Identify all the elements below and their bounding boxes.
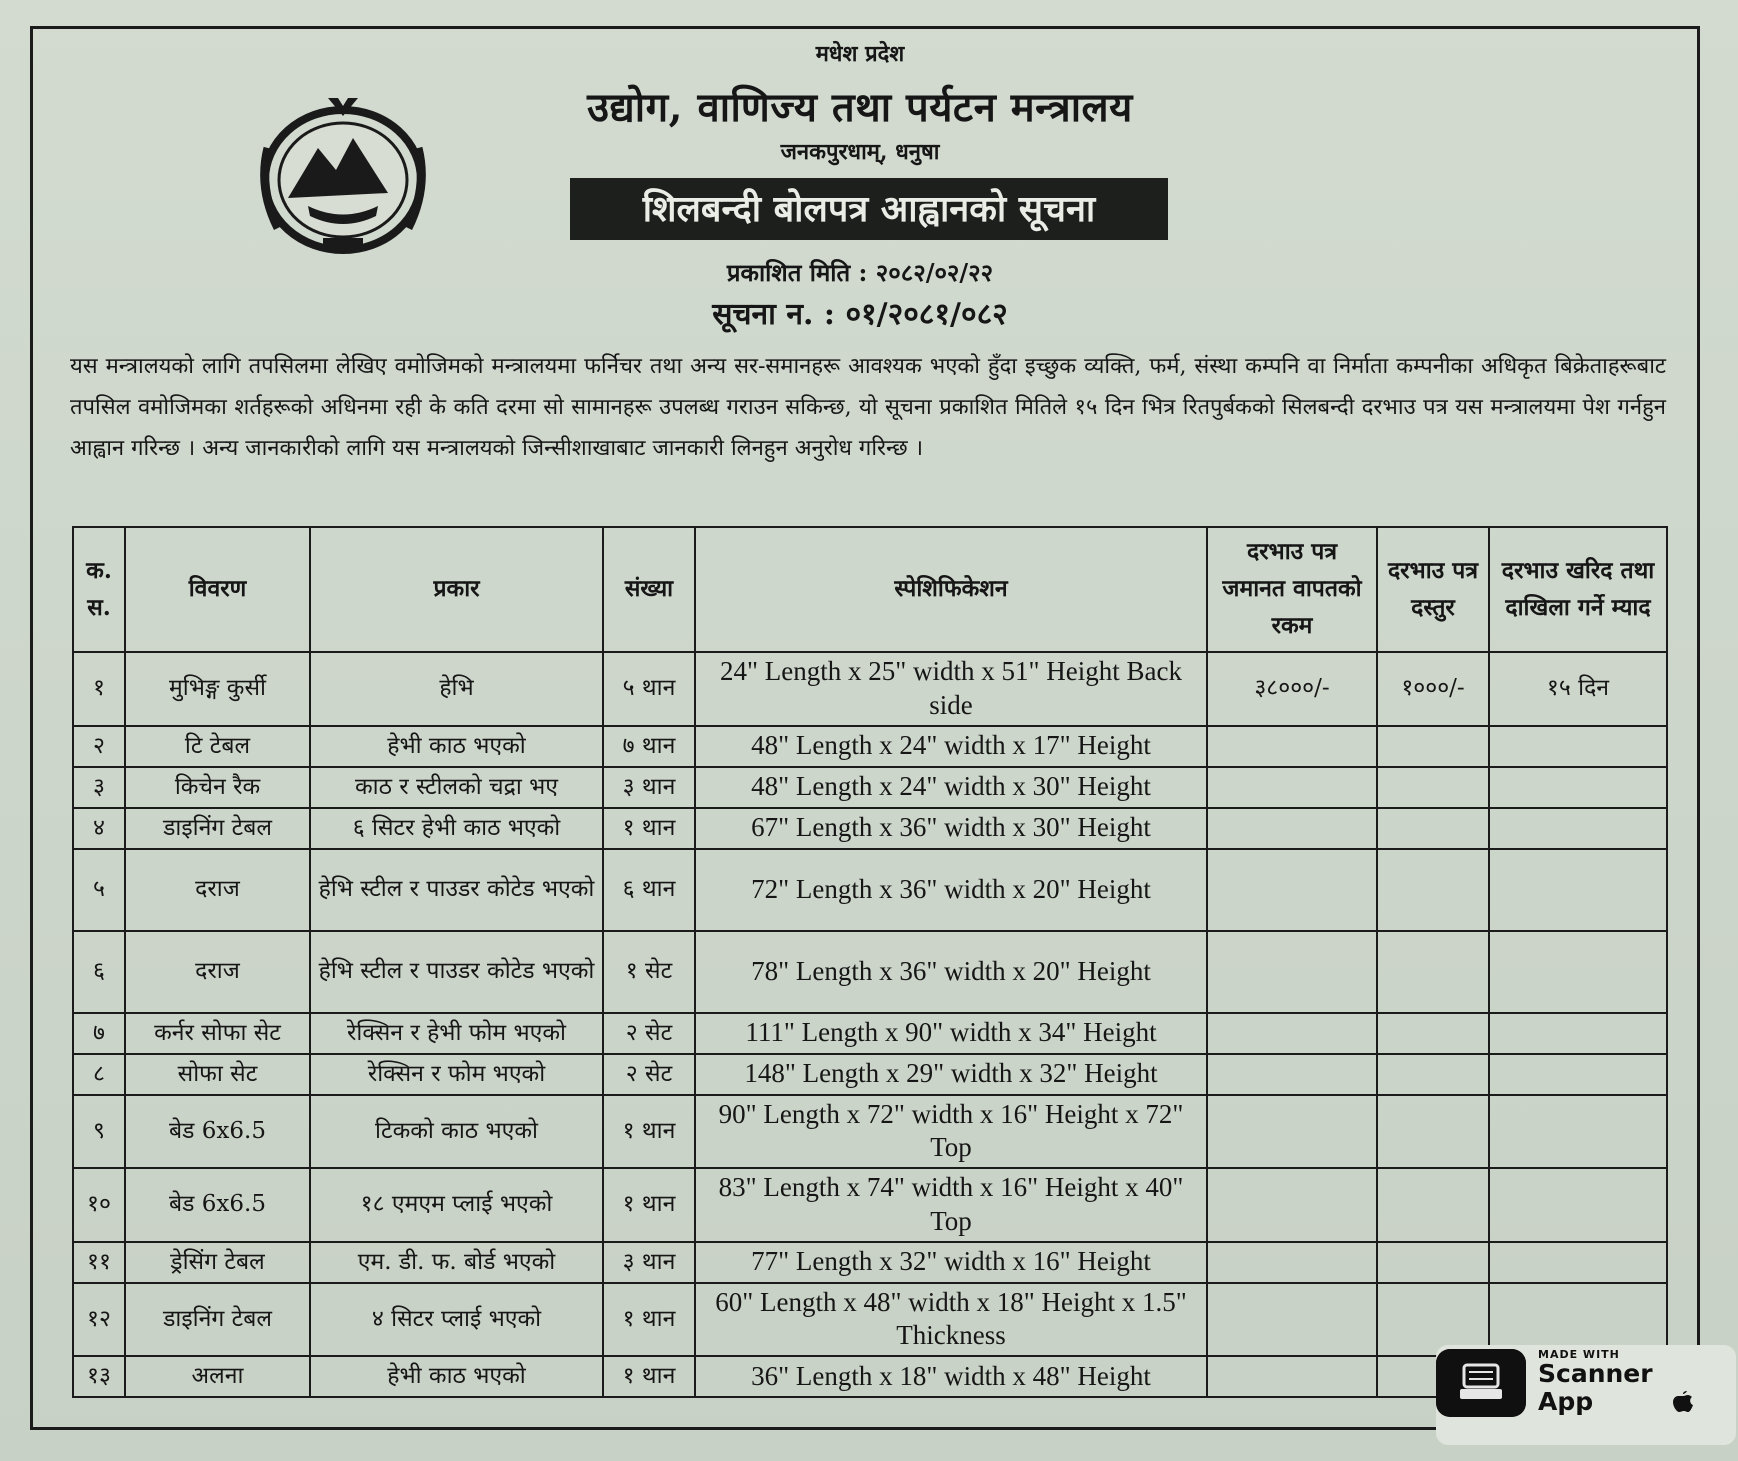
cell-specification: 90" Length x 72" width x 16" Height x 72" Top bbox=[695, 1095, 1207, 1169]
cell-quantity: १ थान bbox=[603, 1283, 695, 1357]
cell-deadline bbox=[1489, 1013, 1667, 1054]
cell-sn: ७ bbox=[73, 1013, 125, 1054]
cell-fee bbox=[1377, 931, 1489, 1013]
cell-deposit: ३८०००/- bbox=[1207, 652, 1377, 726]
header-deposit: दरभाउ पत्र जमानत वापतको रकम bbox=[1207, 527, 1377, 652]
cell-deposit bbox=[1207, 1242, 1377, 1283]
cell-deadline bbox=[1489, 849, 1667, 931]
notice-title-banner: शिलबन्दी बोलपत्र आह्वानको सूचना bbox=[570, 178, 1168, 240]
cell-deadline bbox=[1489, 726, 1667, 767]
cell-type: १८ एमएम प्लाई भएको bbox=[310, 1168, 603, 1242]
nepal-emblem-icon bbox=[248, 88, 438, 258]
cell-specification: 111" Length x 90" width x 34" Height bbox=[695, 1013, 1207, 1054]
cell-sn: १३ bbox=[73, 1356, 125, 1397]
table-row bbox=[73, 931, 1667, 1013]
table-row bbox=[73, 1283, 1667, 1357]
cell-quantity: १ थान bbox=[603, 808, 695, 849]
cell-fee: १०००/- bbox=[1377, 652, 1489, 726]
cell-fee bbox=[1377, 1242, 1489, 1283]
cell-sn: १ bbox=[73, 652, 125, 726]
cell-quantity: १ सेट bbox=[603, 931, 695, 1013]
cell-deposit bbox=[1207, 808, 1377, 849]
cell-fee bbox=[1377, 1013, 1489, 1054]
cell-specification: 48" Length x 24" width x 17" Height bbox=[695, 726, 1207, 767]
header-description: विवरण bbox=[125, 527, 310, 652]
cell-sn: १२ bbox=[73, 1283, 125, 1357]
cell-sn: ५ bbox=[73, 849, 125, 931]
published-date: प्रकाशित मिति : २०८२/०२/२२ bbox=[726, 258, 994, 287]
cell-description: डाइनिंग टेबल bbox=[125, 808, 310, 849]
table-row bbox=[73, 1013, 1667, 1054]
cell-description: ड्रेसिंग टेबल bbox=[125, 1242, 310, 1283]
cell-specification: 60" Length x 48" width x 18" Height x 1.5" Thickness bbox=[695, 1283, 1207, 1357]
cell-deposit bbox=[1207, 1168, 1377, 1242]
cell-sn: ८ bbox=[73, 1054, 125, 1095]
cell-fee bbox=[1377, 726, 1489, 767]
cell-specification: 77" Length x 32" width x 16" Height bbox=[695, 1242, 1207, 1283]
cell-deposit bbox=[1207, 1054, 1377, 1095]
cell-specification: 48" Length x 24" width x 30" Height bbox=[695, 767, 1207, 808]
cell-quantity: ७ थान bbox=[603, 726, 695, 767]
intro-paragraph: यस मन्त्रालयको लागि तपसिलमा लेखिए वमोजिमको मन्त्रालयमा फर्निचर तथा अन्य सर-समानहरू आवश्यक भएको हुँदा इच्छुक व्यक्ति, फर्म, संस्था कम्पनि वा निर्माता कम्पनीका अधिकृत बिक्रेताहरूबाट तपसिल वमोजिमका शर्तहरूको अधिनमा रही के कति दरमा सो सामानहरू उपलब्ध गराउन सकिन्छ, यो सूचना प्रकाशित मितिले १५ दिन भित्र रितपुर्बकको सिलबन्दी दरभाउ पत्र यस मन्त्रालयमा पेश गर्नहुन आह्वान गरिन्छ । अन्य जानकारीको लागि यस मन्त्रालयको जिन्सीशाखाबाट जानकारी लिनहुन अनुरोध गरिन्छ । bbox=[70, 354, 1666, 461]
table-row bbox=[73, 1356, 1667, 1397]
header-specification: स्पेशिफिकेशन bbox=[695, 527, 1207, 652]
ministry-name: उद्योग, वाणिज्य तथा पर्यटन मन्त्रालय bbox=[587, 84, 1133, 131]
cell-type: रेक्सिन र हेभी फोम भएको bbox=[310, 1013, 603, 1054]
scanner-app-name-line2: App bbox=[1538, 1387, 1594, 1416]
cell-fee bbox=[1377, 767, 1489, 808]
cell-sn: ६ bbox=[73, 931, 125, 1013]
table-header-row bbox=[73, 527, 1667, 652]
cell-deadline bbox=[1489, 808, 1667, 849]
table-row bbox=[73, 1095, 1667, 1169]
cell-type: हेभी काठ भएको bbox=[310, 1356, 603, 1397]
cell-quantity: १ थान bbox=[603, 1356, 695, 1397]
table-row bbox=[73, 1168, 1667, 1242]
cell-type: एम. डी. फ. बोर्ड भएको bbox=[310, 1242, 603, 1283]
cell-specification: 78" Length x 36" width x 20" Height bbox=[695, 931, 1207, 1013]
cell-specification: 36" Length x 18" width x 48" Height bbox=[695, 1356, 1207, 1397]
table-row bbox=[73, 767, 1667, 808]
cell-deposit bbox=[1207, 1013, 1377, 1054]
cell-deposit bbox=[1207, 1283, 1377, 1357]
cell-sn: ४ bbox=[73, 808, 125, 849]
cell-specification: 72" Length x 36" width x 20" Height bbox=[695, 849, 1207, 931]
cell-type: टिकको काठ भएको bbox=[310, 1095, 603, 1169]
ministry-location: जनकपुरधाम्, धनुषा bbox=[780, 139, 940, 165]
cell-quantity: ६ थान bbox=[603, 849, 695, 931]
cell-description: सोफा सेट bbox=[125, 1054, 310, 1095]
cell-description: डाइनिंग टेबल bbox=[125, 1283, 310, 1357]
cell-specification: 148" Length x 29" width x 32" Height bbox=[695, 1054, 1207, 1095]
cell-deposit bbox=[1207, 1095, 1377, 1169]
cell-quantity: १ थान bbox=[603, 1095, 695, 1169]
cell-description: मुभिङ्ग कुर्सी bbox=[125, 652, 310, 726]
cell-deadline bbox=[1489, 1168, 1667, 1242]
cell-type: ६ सिटर हेभी काठ भएको bbox=[310, 808, 603, 849]
cell-deadline bbox=[1489, 931, 1667, 1013]
cell-specification: 83" Length x 74" width x 16" Height x 40" Top bbox=[695, 1168, 1207, 1242]
cell-fee bbox=[1377, 808, 1489, 849]
cell-deadline bbox=[1489, 1054, 1667, 1095]
scanner-app-logo-icon bbox=[1436, 1349, 1526, 1417]
cell-description: बेड 6x6.5 bbox=[125, 1168, 310, 1242]
cell-fee bbox=[1377, 849, 1489, 931]
cell-type: ४ सिटर प्लाई भएको bbox=[310, 1283, 603, 1357]
cell-type: हेभि स्टील र पाउडर कोटेड भएको bbox=[310, 931, 603, 1013]
table-row bbox=[73, 726, 1667, 767]
tender-table bbox=[72, 526, 1668, 1398]
cell-description: कर्नर सोफा सेट bbox=[125, 1013, 310, 1054]
cell-fee bbox=[1377, 1095, 1489, 1169]
cell-quantity: ३ थान bbox=[603, 767, 695, 808]
cell-fee bbox=[1377, 1168, 1489, 1242]
cell-sn: ९ bbox=[73, 1095, 125, 1169]
header-quantity: संख्या bbox=[603, 527, 695, 652]
cell-deposit bbox=[1207, 931, 1377, 1013]
scanner-app-name bbox=[1538, 1360, 1653, 1416]
cell-description: किचेन रैक bbox=[125, 767, 310, 808]
header-type: प्रकार bbox=[310, 527, 603, 652]
cell-deadline bbox=[1489, 1095, 1667, 1169]
header-deadline: दरभाउ खरिद तथा दाखिला गर्ने म्याद bbox=[1489, 527, 1667, 652]
scanner-app-name-line1: Scanner bbox=[1538, 1359, 1653, 1388]
cell-description: बेड 6x6.5 bbox=[125, 1095, 310, 1169]
cell-type: रेक्सिन र फोम भएको bbox=[310, 1054, 603, 1095]
cell-quantity: १ थान bbox=[603, 1168, 695, 1242]
cell-description: अलना bbox=[125, 1356, 310, 1397]
table-row bbox=[73, 808, 1667, 849]
cell-deadline bbox=[1489, 1242, 1667, 1283]
cell-description: दराज bbox=[125, 931, 310, 1013]
table-row bbox=[73, 1242, 1667, 1283]
cell-type: हेभी काठ भएको bbox=[310, 726, 603, 767]
made-with-label: MADE WITH bbox=[1538, 1348, 1620, 1361]
province-name: मधेश प्रदेश bbox=[815, 41, 905, 67]
cell-deposit bbox=[1207, 726, 1377, 767]
cell-sn: १० bbox=[73, 1168, 125, 1242]
cell-specification: 24" Length x 25" width x 51" Height Back side bbox=[695, 652, 1207, 726]
cell-type: काठ र स्टीलको चद्रा भए bbox=[310, 767, 603, 808]
table-row bbox=[73, 849, 1667, 931]
cell-deposit bbox=[1207, 849, 1377, 931]
cell-specification: 67" Length x 36" width x 30" Height bbox=[695, 808, 1207, 849]
apple-icon bbox=[1672, 1390, 1694, 1414]
cell-quantity: २ सेट bbox=[603, 1013, 695, 1054]
table-row bbox=[73, 652, 1667, 726]
cell-type: हेभि स्टील र पाउडर कोटेड भएको bbox=[310, 849, 603, 931]
cell-sn: ३ bbox=[73, 767, 125, 808]
cell-description: दराज bbox=[125, 849, 310, 931]
table-row bbox=[73, 1054, 1667, 1095]
cell-deposit bbox=[1207, 1356, 1377, 1397]
cell-type: हेभि bbox=[310, 652, 603, 726]
cell-description: टि टेबल bbox=[125, 726, 310, 767]
cell-quantity: ५ थान bbox=[603, 652, 695, 726]
header-sn: क. स. bbox=[73, 527, 125, 652]
cell-sn: ११ bbox=[73, 1242, 125, 1283]
notice-number: सूचना न. : ०१/२०८१/०८२ bbox=[712, 297, 1008, 332]
cell-deadline bbox=[1489, 767, 1667, 808]
cell-deposit bbox=[1207, 767, 1377, 808]
cell-fee bbox=[1377, 1054, 1489, 1095]
cell-sn: २ bbox=[73, 726, 125, 767]
cell-quantity: ३ थान bbox=[603, 1242, 695, 1283]
cell-quantity: २ सेट bbox=[603, 1054, 695, 1095]
cell-deadline: १५ दिन bbox=[1489, 652, 1667, 726]
header-fee: दरभाउ पत्र दस्तुर bbox=[1377, 527, 1489, 652]
